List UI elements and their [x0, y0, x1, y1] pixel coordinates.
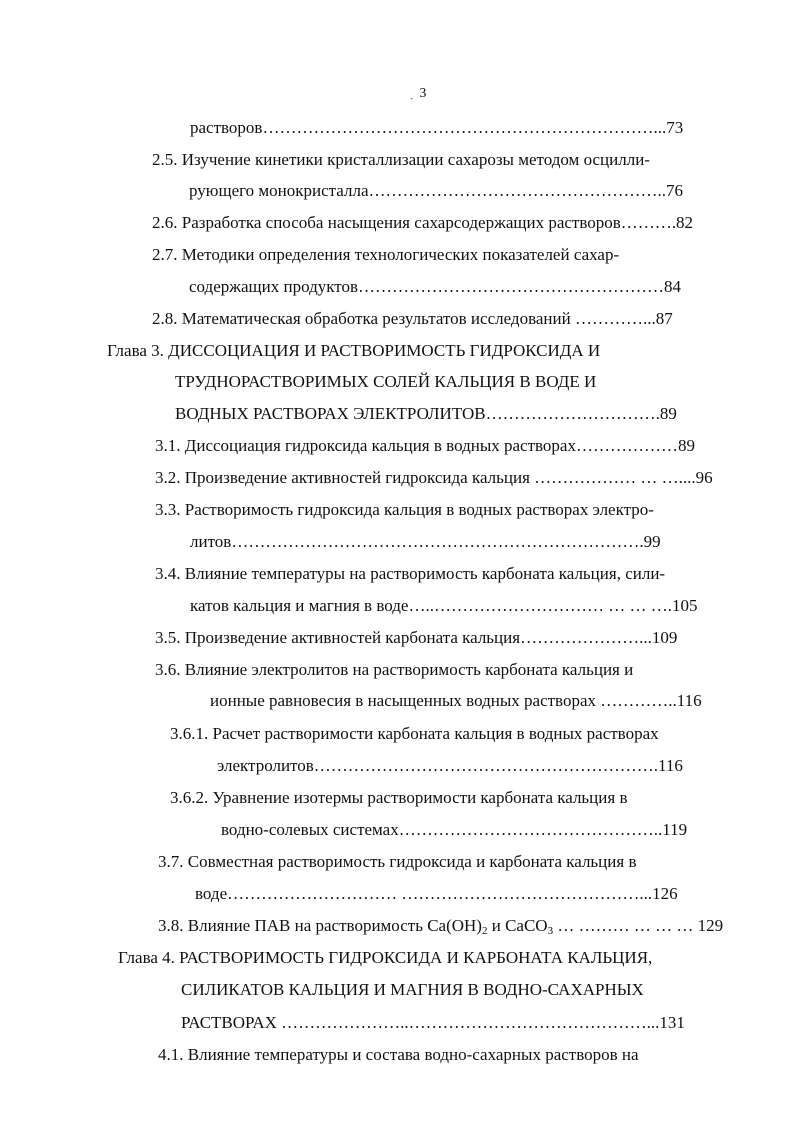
toc-line: 3.6.2. Уравнение изотермы растворимости карбоната кальция в — [170, 788, 628, 807]
toc-line: 3.1. Диссоциация гидроксида кальция в водных растворах………………89 — [155, 436, 695, 455]
toc-line: водно-солевых системах………………………………………..119 — [221, 820, 688, 839]
toc-line: содержащих продуктов………………………………………………84 — [189, 277, 682, 296]
toc-line — [158, 915, 723, 942]
toc-line: 2.8. Математическая обработка результатов исследований …………...87 — [152, 309, 673, 328]
subscript: 3 — [547, 925, 554, 937]
toc-line: ионные равновесия в насыщенных водных растворах …………..116 — [210, 691, 702, 710]
chapter-heading: ВОДНЫХ РАСТВОРАХ ЭЛЕКТРОЛИТОВ………………………….89 — [175, 404, 677, 423]
chapter-heading: Глава 4. РАСТВОРИМОСТЬ ГИДРОКСИДА И КАРБОНАТА КАЛЬЦИЯ, — [118, 948, 653, 967]
toc-line: 3.5. Произведение активностей карбоната кальция…………………...109 — [155, 628, 678, 647]
chapter-heading: РАСТВОРАХ …………………..……………………………………...131 — [181, 1013, 685, 1032]
page-number-value: 3 — [419, 86, 427, 101]
toc-line: рующего монокристалла……………………………………………..76 — [189, 181, 684, 200]
toc-line: 4.1. Влияние температуры и состава водно-сахарных растворов на — [158, 1045, 639, 1064]
toc-line: 2.5. Изучение кинетики кристаллизации сахарозы методом осцилли- — [152, 150, 650, 169]
toc-line: растворов……………………………………………………………...73 — [190, 118, 684, 137]
toc-line: электролитов…………………………………………………….116 — [217, 756, 683, 775]
toc-text: 3.8. Влияние ПАВ на растворимость Ca(OH) — [158, 916, 482, 935]
chapter-heading: ТРУДНОРАСТВОРИМЫХ СОЛЕЙ КАЛЬЦИЯ В ВОДЕ И — [175, 372, 597, 391]
toc-line: 2.6. Разработка способа насыщения сахарсодержащих растворов……….82 — [152, 213, 694, 232]
toc-text: и CaCO — [487, 916, 548, 935]
toc-line: 3.6.1. Расчет растворимости карбоната кальция в водных растворах — [170, 724, 659, 743]
toc-line: катов кальция и магния в воде…..………………………… … … ….105 — [190, 596, 698, 615]
toc-line: 3.3. Растворимость гидроксида кальция в водных растворах электро- — [155, 500, 654, 519]
chapter-heading: Глава 3. ДИССОЦИАЦИЯ И РАСТВОРИМОСТЬ ГИДРОКСИДА И — [107, 341, 601, 360]
toc-line: воде………………………… ……………………………………...126 — [195, 884, 678, 903]
toc-line: 3.2. Произведение активностей гидроксида кальция ……………… … …....96 — [155, 468, 713, 487]
subscript: 2 — [481, 925, 488, 937]
toc-line: 2.7. Методики определения технологических показателей сахар- — [152, 245, 620, 264]
toc-line: 3.6. Влияние электролитов на растворимость карбоната кальция и — [155, 660, 634, 679]
toc-line: 3.7. Совместная растворимость гидроксида и карбоната кальция в — [158, 852, 637, 871]
page-mark: ˏ — [410, 89, 414, 100]
page-number — [410, 86, 426, 102]
chapter-heading: СИЛИКАТОВ КАЛЬЦИЯ И МАГНИЯ В ВОДНО-САХАРНЫХ — [181, 980, 644, 999]
toc-line: 3.4. Влияние температуры на растворимость карбоната кальция, сили- — [155, 564, 666, 583]
toc-line: литов……………………………………………………………….99 — [190, 532, 661, 551]
toc-text: … ……… … … … 129 — [553, 916, 724, 935]
